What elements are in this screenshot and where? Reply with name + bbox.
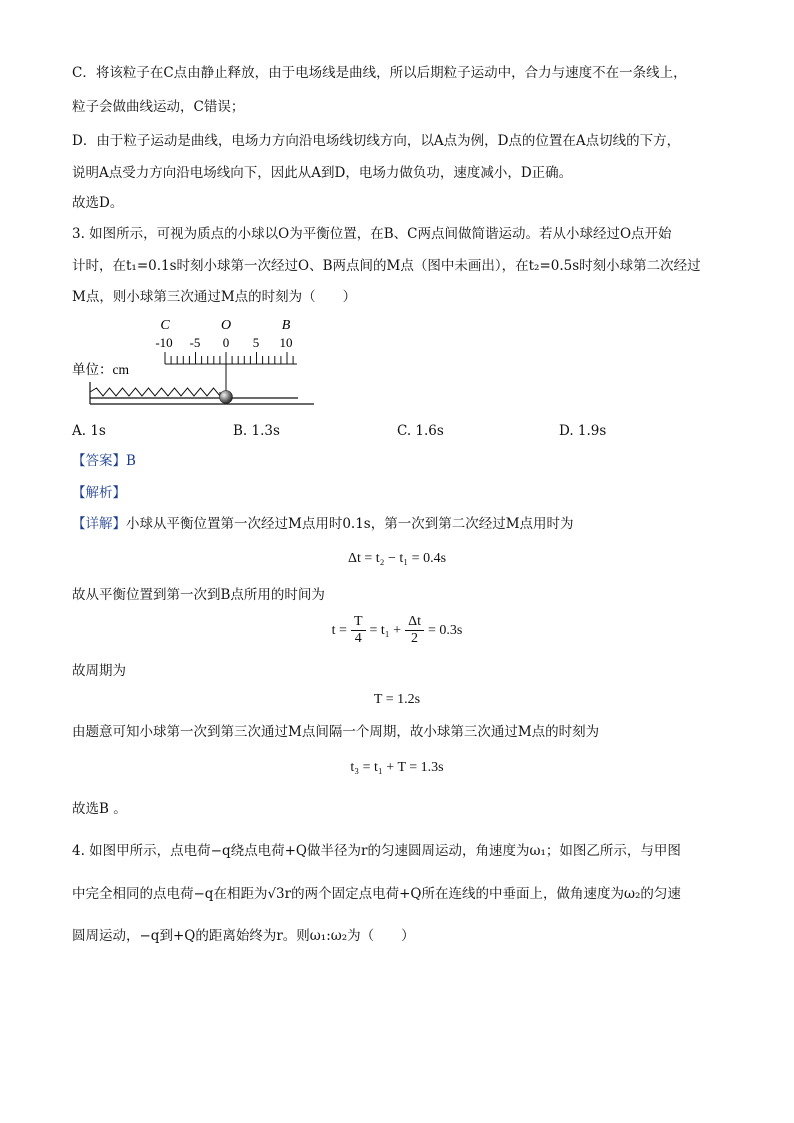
text-line: D．由于粒子运动是曲线，电场力方向沿电场线切线方向，以A点为例，D点的位置在A点切线的下方， xyxy=(72,133,681,149)
equation-3: T = 1.2s xyxy=(373,692,421,707)
question-3-line: 计时，在t₁=0.1s时刻小球第一次经过O、B两点间的M点（图中未画出），在t₂=0.5s时刻小球第二次经过 xyxy=(72,258,701,274)
detail-line: 故周期为 xyxy=(72,663,126,679)
scale-ruler xyxy=(165,352,297,364)
unit-label: 单位：cm xyxy=(72,362,129,377)
scale-tick-label: 0 xyxy=(222,335,230,350)
point-label-c: C xyxy=(160,318,170,333)
detail-line: 故选B 。 xyxy=(72,801,127,817)
text-line: 说明A点受力方向沿电场线向下，因此从A到D，电场力做负功，速度减小，D正确。 xyxy=(72,165,573,181)
spring-oscillator-figure xyxy=(72,312,320,408)
option-b: B. 1.3s xyxy=(233,423,280,439)
answer-label: 【答案】B xyxy=(72,453,136,469)
spring xyxy=(90,388,220,396)
question-3-line: 3. 如图所示，可视为质点的小球以O为平衡位置，在B、C两点间做简谐运动。若从小球经过O点开始 xyxy=(72,226,672,242)
detail-line: 故从平衡位置到第一次到B点所用的时间为 xyxy=(72,587,325,603)
analysis-label: 【解析】 xyxy=(72,485,126,501)
equation-4: t₃ = t₁ + T = 1.3s xyxy=(350,760,444,775)
text-line: 粒子会做曲线运动，C错误； xyxy=(72,99,245,115)
question-3-line: M点，则小球第三次通过M点的时刻为（ ） xyxy=(72,289,357,305)
point-label-b: B xyxy=(281,318,291,333)
question-4-line: 圆周运动，−q到+Q的距离始终为r。则ω₁:ω₂为（ ） xyxy=(72,928,415,944)
question-4-line: 4. 如图甲所示，点电荷−q绕点电荷+Q做半径为r的匀速圆周运动，角速度为ω₁；如图乙所示，与甲图 xyxy=(72,843,681,859)
question-4-line: 中完全相同的点电荷−q在相距为√3r的两个固定点电荷+Q所在连线的中垂面上，做角速度为ω₂的匀速 xyxy=(72,886,681,902)
scale-tick-label: 5 xyxy=(252,335,260,350)
option-a: A. 1s xyxy=(72,423,106,439)
text-line: C．将该粒子在C点由静止释放，由于电场线是曲线，所以后期粒子运动中，合力与速度不在一条线上， xyxy=(72,65,687,81)
scale-tick-label: -5 xyxy=(189,335,201,350)
detail-line xyxy=(72,514,574,534)
option-d: D. 1.9s xyxy=(559,423,607,439)
scale-tick-label: -10 xyxy=(155,335,173,350)
point-label-o: O xyxy=(220,318,232,333)
equation-1: Δt = t₂ − t₁ = 0.4s xyxy=(347,551,447,566)
option-c: C. 1.6s xyxy=(397,423,444,439)
detail-text: 小球从平衡位置第一次经过M点用时0.1s，第一次到第二次经过M点用时为 xyxy=(126,516,574,532)
detail-label: 【详解】 xyxy=(72,516,126,532)
text-line: 故选D。 xyxy=(72,195,124,211)
equation-2: t = $\frac{T}{4}$ = t₁ + $\frac{\Delta t}{2}$ = 0.3s xyxy=(331,614,463,646)
detail-line: 由题意可知小球第一次到第三次通过M点间隔一个周期，故小球第三次通过M点的时刻为 xyxy=(72,724,600,740)
ball xyxy=(220,391,233,404)
ground xyxy=(90,382,314,404)
scale-tick-label: 10 xyxy=(279,335,293,350)
